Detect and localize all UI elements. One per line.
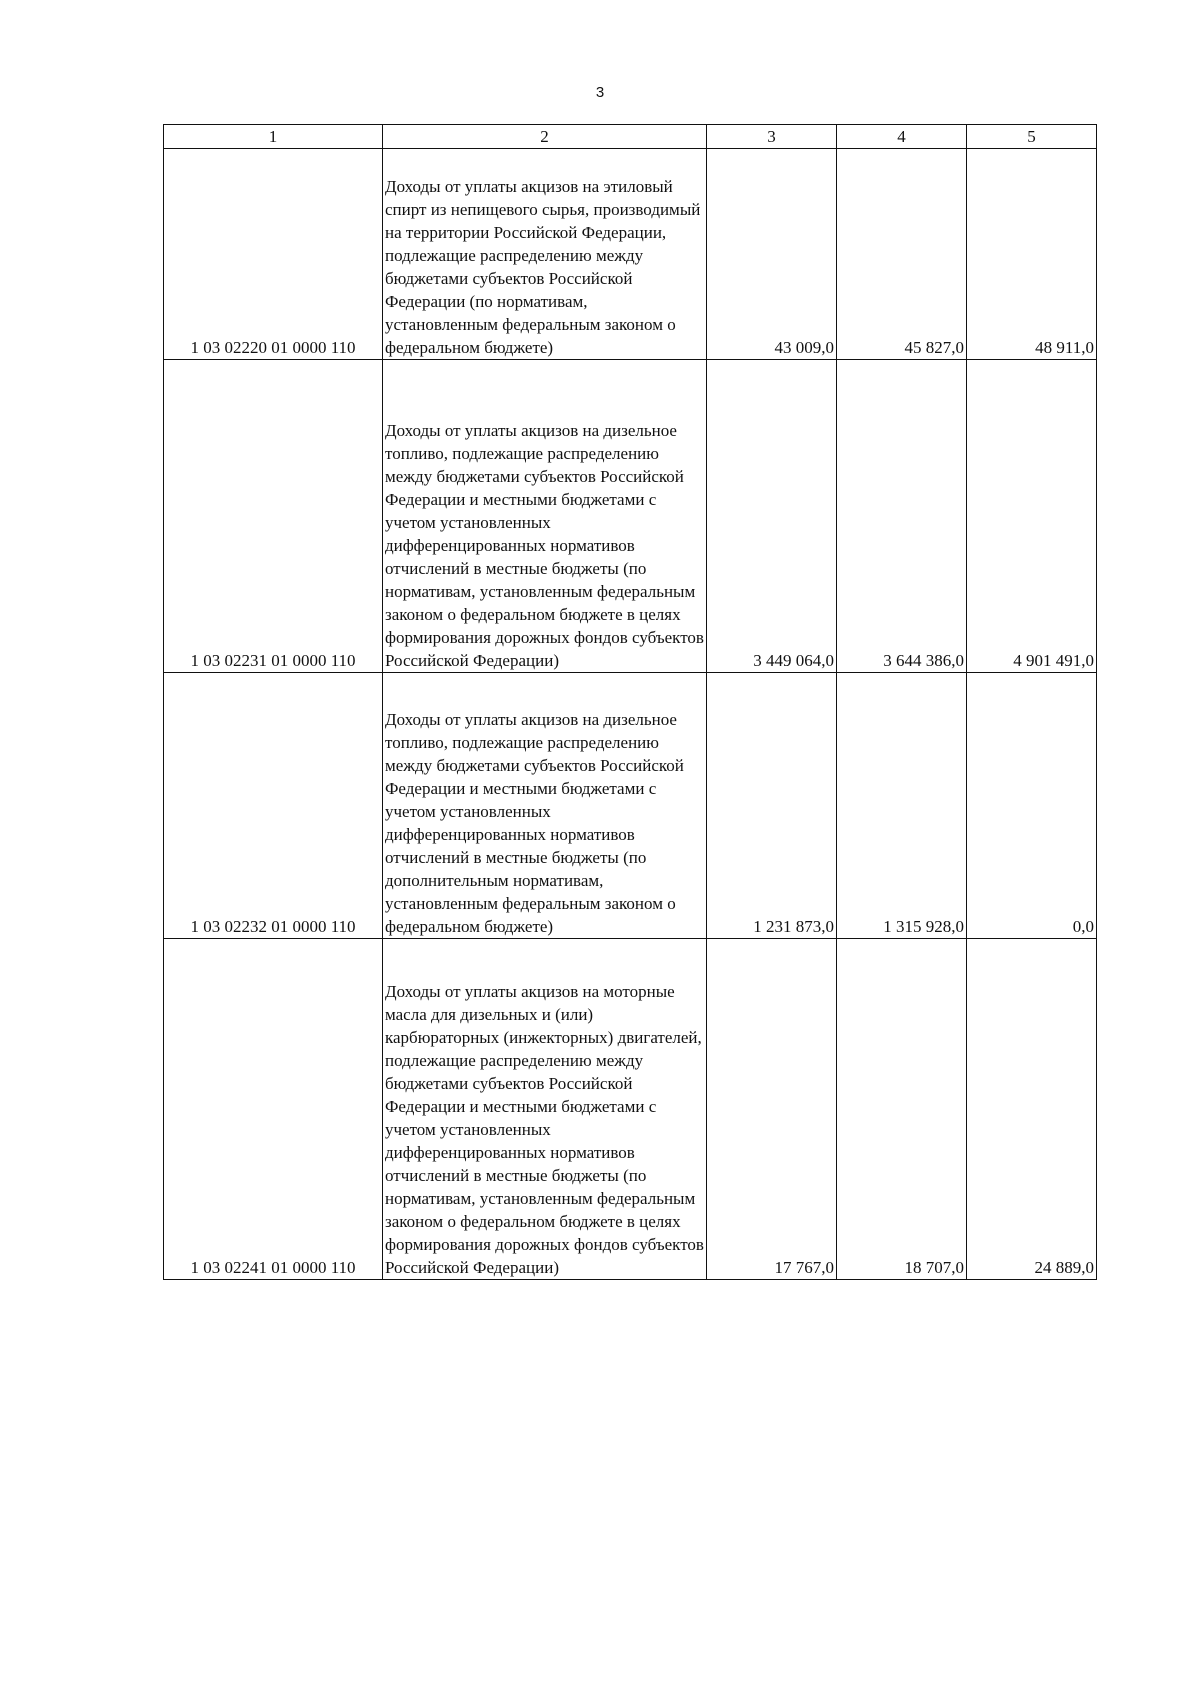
header-col-5: 5 xyxy=(967,125,1097,149)
value-col4-cell: 18 707,0 xyxy=(837,939,967,1280)
value-col5-cell: 0,0 xyxy=(967,673,1097,939)
description-cell: Доходы от уплаты акцизов на этиловый спирт из непищевого сырья, производимый на территории Российской Федерации, подлежащие распределению между бюджетами субъектов Российской Федерации (по нормативам, установленным федеральным законом о федеральном бюджете) xyxy=(383,149,707,360)
description-cell: Доходы от уплаты акцизов на дизельное топливо, подлежащие распределению между бюджетами субъектов Российской Федерации и местными бюджетами с учетом установленных дифференцированных нормативов отчислений в местные бюджеты (по нормативам, установленным федеральным законом о федеральном бюджете в целях формирования дорожных фондов субъектов Российской Федерации) xyxy=(383,360,707,673)
budget-code-cell: 1 03 02232 01 0000 110 xyxy=(164,673,383,939)
value-col3-cell: 1 231 873,0 xyxy=(707,673,837,939)
page-number: 3 xyxy=(595,84,605,101)
header-col-1: 1 xyxy=(164,125,383,149)
value-col5-cell: 4 901 491,0 xyxy=(967,360,1097,673)
description-cell: Доходы от уплаты акцизов на моторные масла для дизельных и (или) карбюраторных (инжекторных) двигателей, подлежащие распределению между бюджетами субъектов Российской Федерации и местными бюджетами с учетом установленных дифференцированных нормативов отчислений в местные бюджеты (по нормативам, установленным федеральным законом о федеральном бюджете в целях формирования дорожных фондов субъектов Российской Федерации) xyxy=(383,939,707,1280)
value-col3-cell: 17 767,0 xyxy=(707,939,837,1280)
budget-code-cell: 1 03 02241 01 0000 110 xyxy=(164,939,383,1280)
value-col4-cell: 3 644 386,0 xyxy=(837,360,967,673)
budget-code-cell: 1 03 02220 01 0000 110 xyxy=(164,149,383,360)
value-col4-cell: 45 827,0 xyxy=(837,149,967,360)
value-col5-cell: 48 911,0 xyxy=(967,149,1097,360)
value-col3-cell: 3 449 064,0 xyxy=(707,360,837,673)
table-row xyxy=(164,149,1097,360)
table-header-row xyxy=(164,125,1097,149)
header-col-3: 3 xyxy=(707,125,837,149)
table-row xyxy=(164,360,1097,673)
header-col-2: 2 xyxy=(383,125,707,149)
value-col3-cell: 43 009,0 xyxy=(707,149,837,360)
value-col5-cell: 24 889,0 xyxy=(967,939,1097,1280)
revenue-table xyxy=(163,124,1097,1280)
table-row xyxy=(164,939,1097,1280)
budget-code-cell: 1 03 02231 01 0000 110 xyxy=(164,360,383,673)
description-cell: Доходы от уплаты акцизов на дизельное топливо, подлежащие распределению между бюджетами субъектов Российской Федерации и местными бюджетами с учетом установленных дифференцированных нормативов отчислений в местные бюджеты (по дополнительным нормативам, установленным федеральным законом о федеральном бюджете) xyxy=(383,673,707,939)
header-col-4: 4 xyxy=(837,125,967,149)
value-col4-cell: 1 315 928,0 xyxy=(837,673,967,939)
table-row xyxy=(164,673,1097,939)
